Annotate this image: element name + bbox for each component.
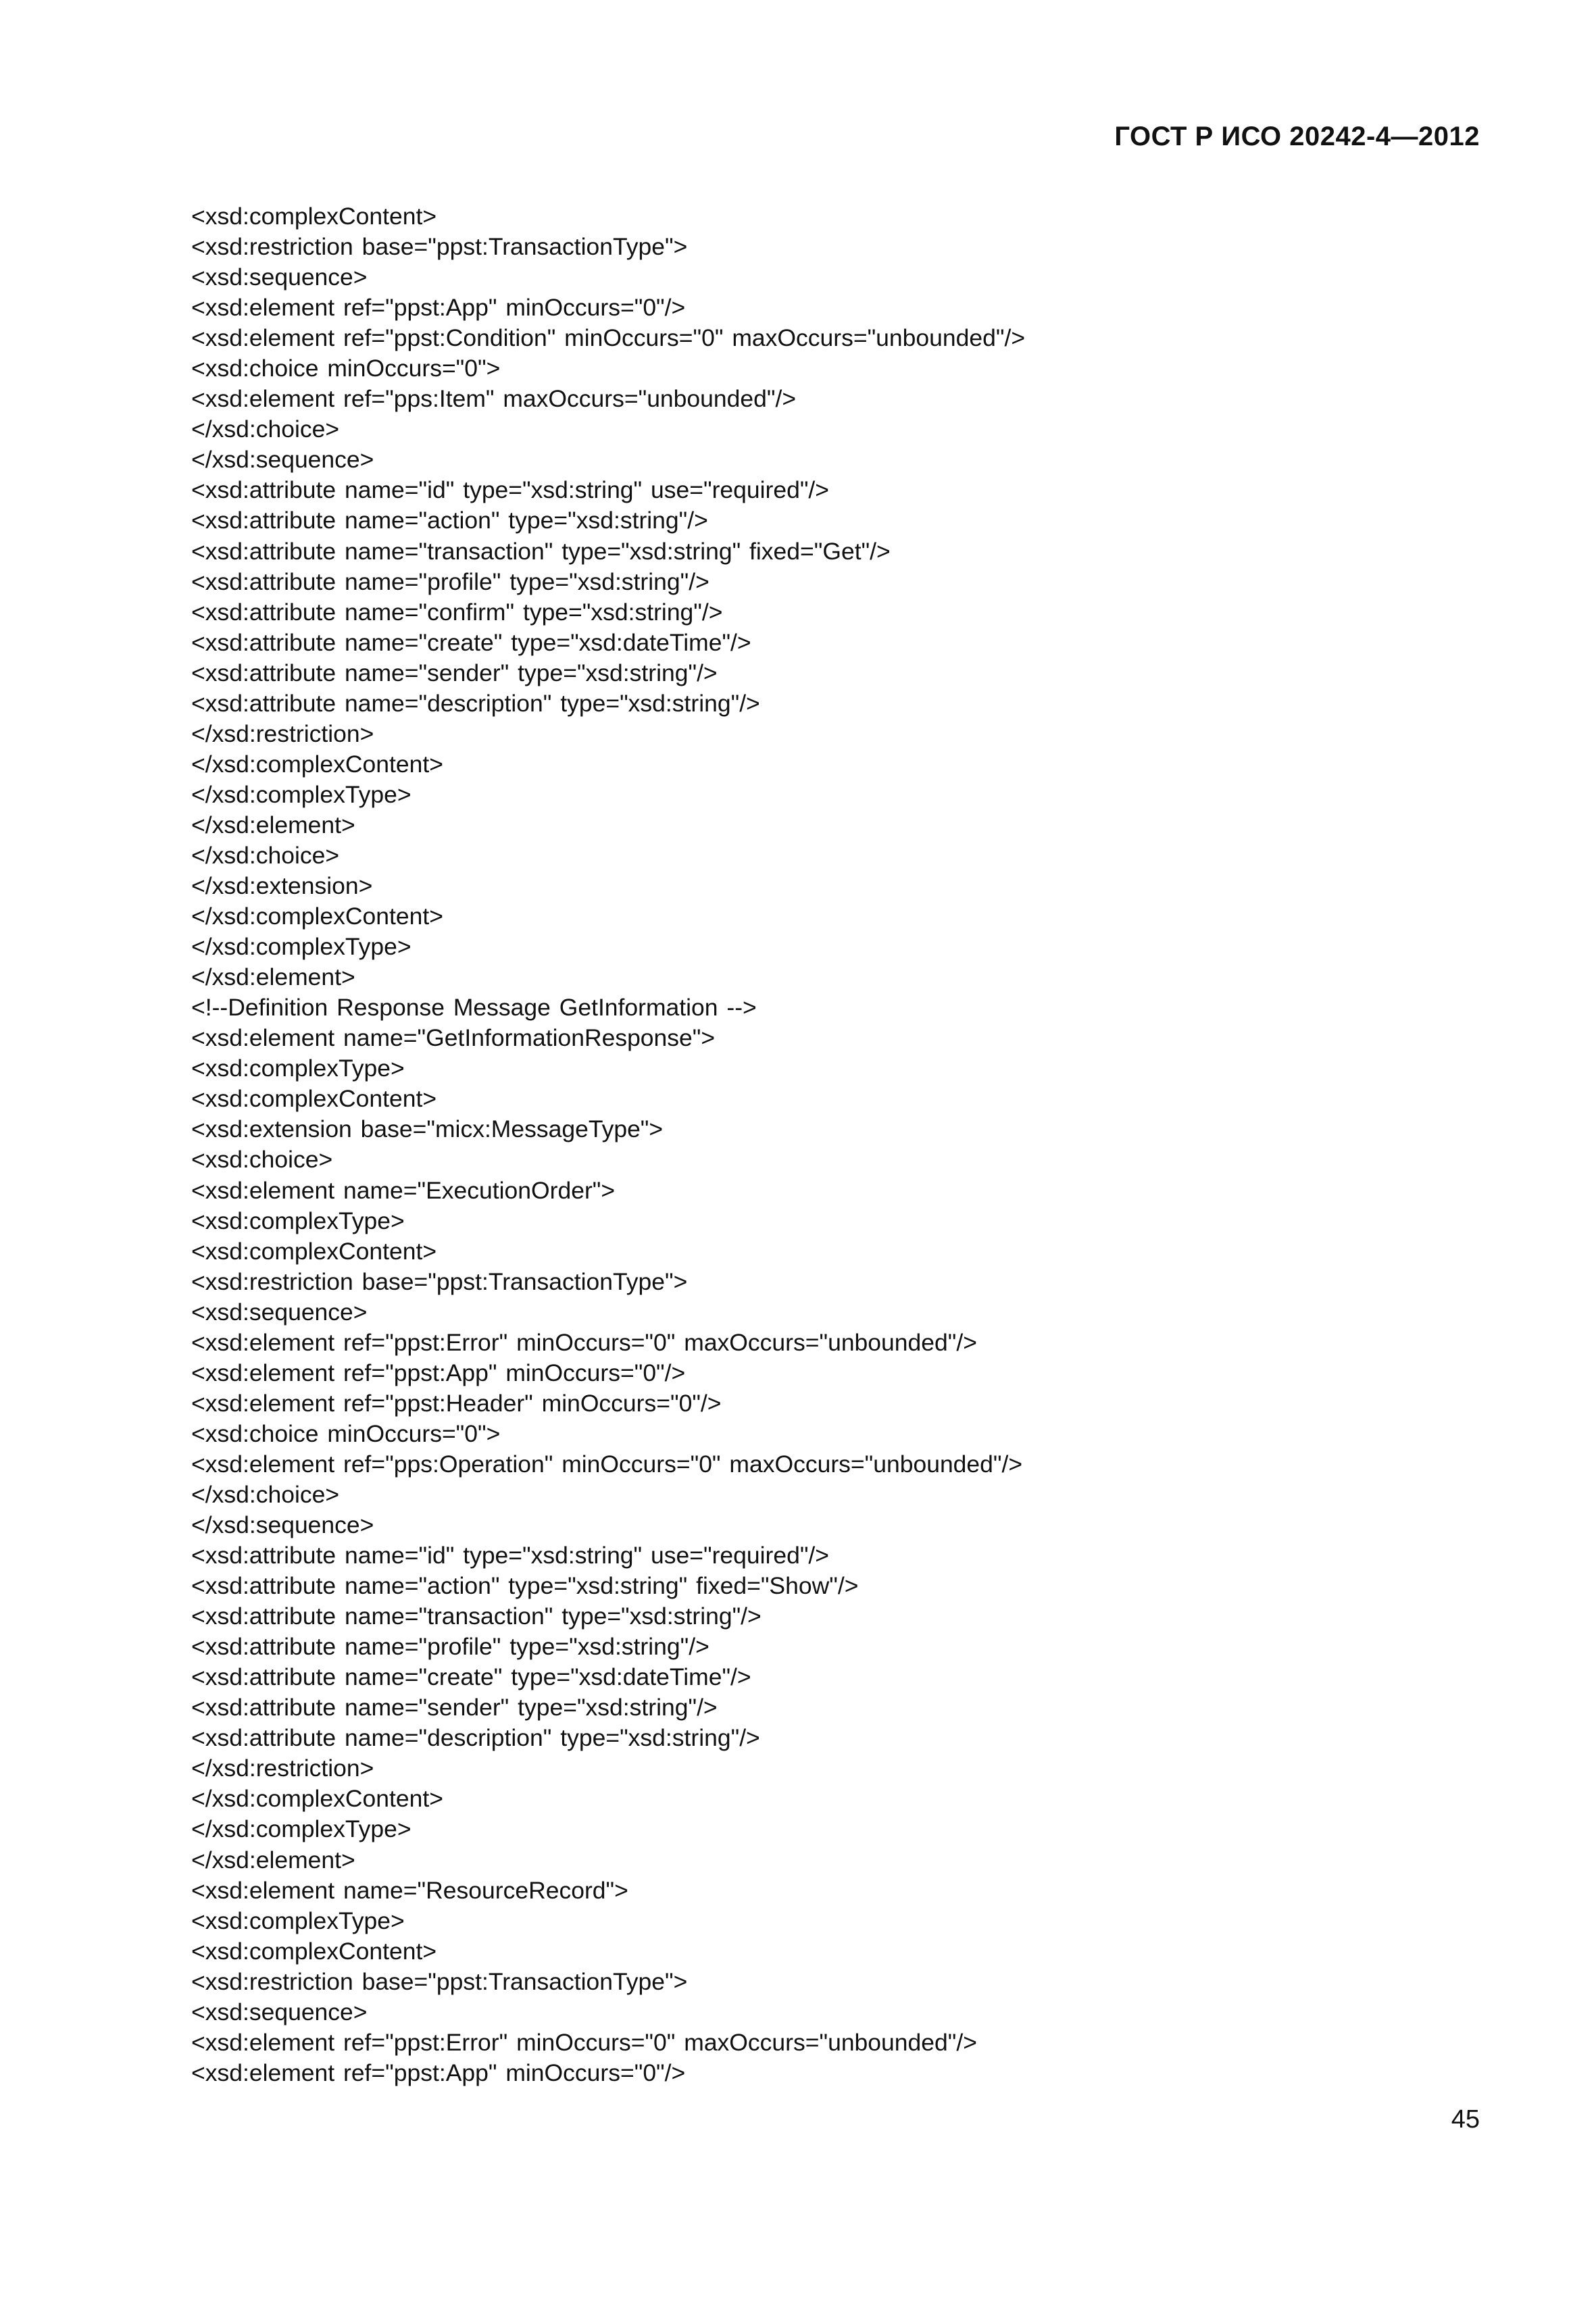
code-line: <xsd:attribute name="action" type="xsd:string"/> (191, 507, 708, 534)
code-line: <xsd:element ref="ppst:Error" minOccurs="0" maxOccurs="unbounded"/> (191, 1328, 977, 1356)
code-line: <xsd:attribute name="sender" type="xsd:string"/> (191, 659, 718, 686)
code-line: </xsd:restriction> (191, 1755, 374, 1782)
code-line: <xsd:restriction base="ppst:TransactionType"> (191, 233, 688, 261)
code-line: </xsd:complexType> (191, 933, 412, 961)
code-line: <xsd:attribute name="confirm" type="xsd:string"/> (191, 598, 723, 626)
code-line: <xsd:extension base="micx:MessageType"> (191, 1115, 664, 1143)
code-line: <xsd:complexType> (191, 1207, 405, 1234)
code-line: </xsd:complexContent> (191, 750, 443, 778)
code-line: <xsd:element ref="ppst:Condition" minOccurs="0" maxOccurs="unbounded"/> (191, 324, 1026, 352)
code-line: <xsd:attribute name="sender" type="xsd:string"/> (191, 1694, 718, 1721)
code-line: <xsd:attribute name="transaction" type="xsd:string" fixed="Get"/> (191, 537, 891, 565)
code-line: <xsd:choice> (191, 1146, 333, 1174)
code-line: <xsd:element ref="ppst:App" minOccurs="0"/> (191, 2059, 686, 2086)
code-line: </xsd:extension> (191, 872, 373, 900)
code-line: </xsd:complexType> (191, 780, 412, 808)
code-line: <xsd:restriction base="ppst:TransactionType"> (191, 1267, 688, 1295)
code-line: <xsd:complexContent> (191, 203, 437, 230)
code-line: <xsd:sequence> (191, 1998, 368, 2026)
code-line: <xsd:attribute name="id" type="xsd:string" use="required"/> (191, 476, 830, 504)
code-line: <xsd:element ref="ppst:Error" minOccurs="0" maxOccurs="unbounded"/> (191, 2028, 977, 2056)
code-line: <xsd:attribute name="description" type="xsd:string"/> (191, 689, 760, 717)
code-line: </xsd:restriction> (191, 720, 374, 747)
code-line: </xsd:element> (191, 811, 355, 838)
code-line: </xsd:sequence> (191, 446, 374, 474)
page-number: 45 (1451, 2105, 1480, 2134)
code-line: <xsd:attribute name="create" type="xsd:dateTime"/> (191, 628, 751, 656)
code-line: <xsd:element ref="ppst:App" minOccurs="0"/> (191, 294, 686, 322)
code-line: <xsd:complexContent> (191, 1237, 437, 1265)
code-line: </xsd:choice> (191, 841, 340, 869)
code-line: <xsd:choice minOccurs="0"> (191, 355, 501, 382)
code-line: <xsd:complexType> (191, 1907, 405, 1934)
code-line: <xsd:element name="ExecutionOrder"> (191, 1176, 616, 1204)
code-line: <xsd:choice minOccurs="0"> (191, 1419, 501, 1447)
page-header-standard-id: ГОСТ Р ИСО 20242-4—2012 (1114, 122, 1480, 151)
code-line: <xsd:attribute name="id" type="xsd:string" use="required"/> (191, 1542, 830, 1569)
xsd-code-listing (191, 201, 1475, 2088)
code-line: <xsd:attribute name="create" type="xsd:dateTime"/> (191, 1663, 751, 1691)
code-line: </xsd:element> (191, 963, 355, 991)
code-line: <xsd:element ref="pps:Item" maxOccurs="unbounded"/> (191, 385, 797, 413)
code-line: <!--Definition Response Message GetInformation --> (191, 994, 757, 1022)
code-line: <xsd:sequence> (191, 1298, 368, 1326)
code-line: <xsd:attribute name="profile" type="xsd:string"/> (191, 1633, 709, 1661)
code-line: <xsd:complexType> (191, 1055, 405, 1082)
code-line: <xsd:element name="GetInformationResponse"> (191, 1024, 716, 1052)
code-line: <xsd:element ref="ppst:Header" minOccurs="0"/> (191, 1389, 722, 1417)
code-line: <xsd:complexContent> (191, 1085, 437, 1113)
code-line: </xsd:choice> (191, 416, 340, 443)
code-line: <xsd:element ref="ppst:App" minOccurs="0"/> (191, 1359, 686, 1386)
code-line: </xsd:complexType> (191, 1815, 412, 1843)
code-line: <xsd:attribute name="action" type="xsd:string" fixed="Show"/> (191, 1572, 859, 1600)
code-line: </xsd:complexContent> (191, 1785, 443, 1813)
code-line: </xsd:complexContent> (191, 903, 443, 930)
code-line: <xsd:element ref="pps:Operation" minOccurs="0" maxOccurs="unbounded"/> (191, 1450, 1023, 1478)
code-line: <xsd:sequence> (191, 263, 368, 291)
code-line: </xsd:element> (191, 1846, 355, 1873)
code-line: <xsd:attribute name="description" type="xsd:string"/> (191, 1724, 760, 1752)
code-line: <xsd:element name="ResourceRecord"> (191, 1876, 628, 1904)
code-line: <xsd:attribute name="profile" type="xsd:string"/> (191, 568, 709, 595)
code-line: <xsd:complexContent> (191, 1937, 437, 1965)
code-line: </xsd:sequence> (191, 1511, 374, 1539)
code-line: <xsd:restriction base="ppst:TransactionType"> (191, 1967, 688, 1995)
code-line: </xsd:choice> (191, 1480, 340, 1508)
code-line: <xsd:attribute name="transaction" type="xsd:string"/> (191, 1603, 762, 1630)
